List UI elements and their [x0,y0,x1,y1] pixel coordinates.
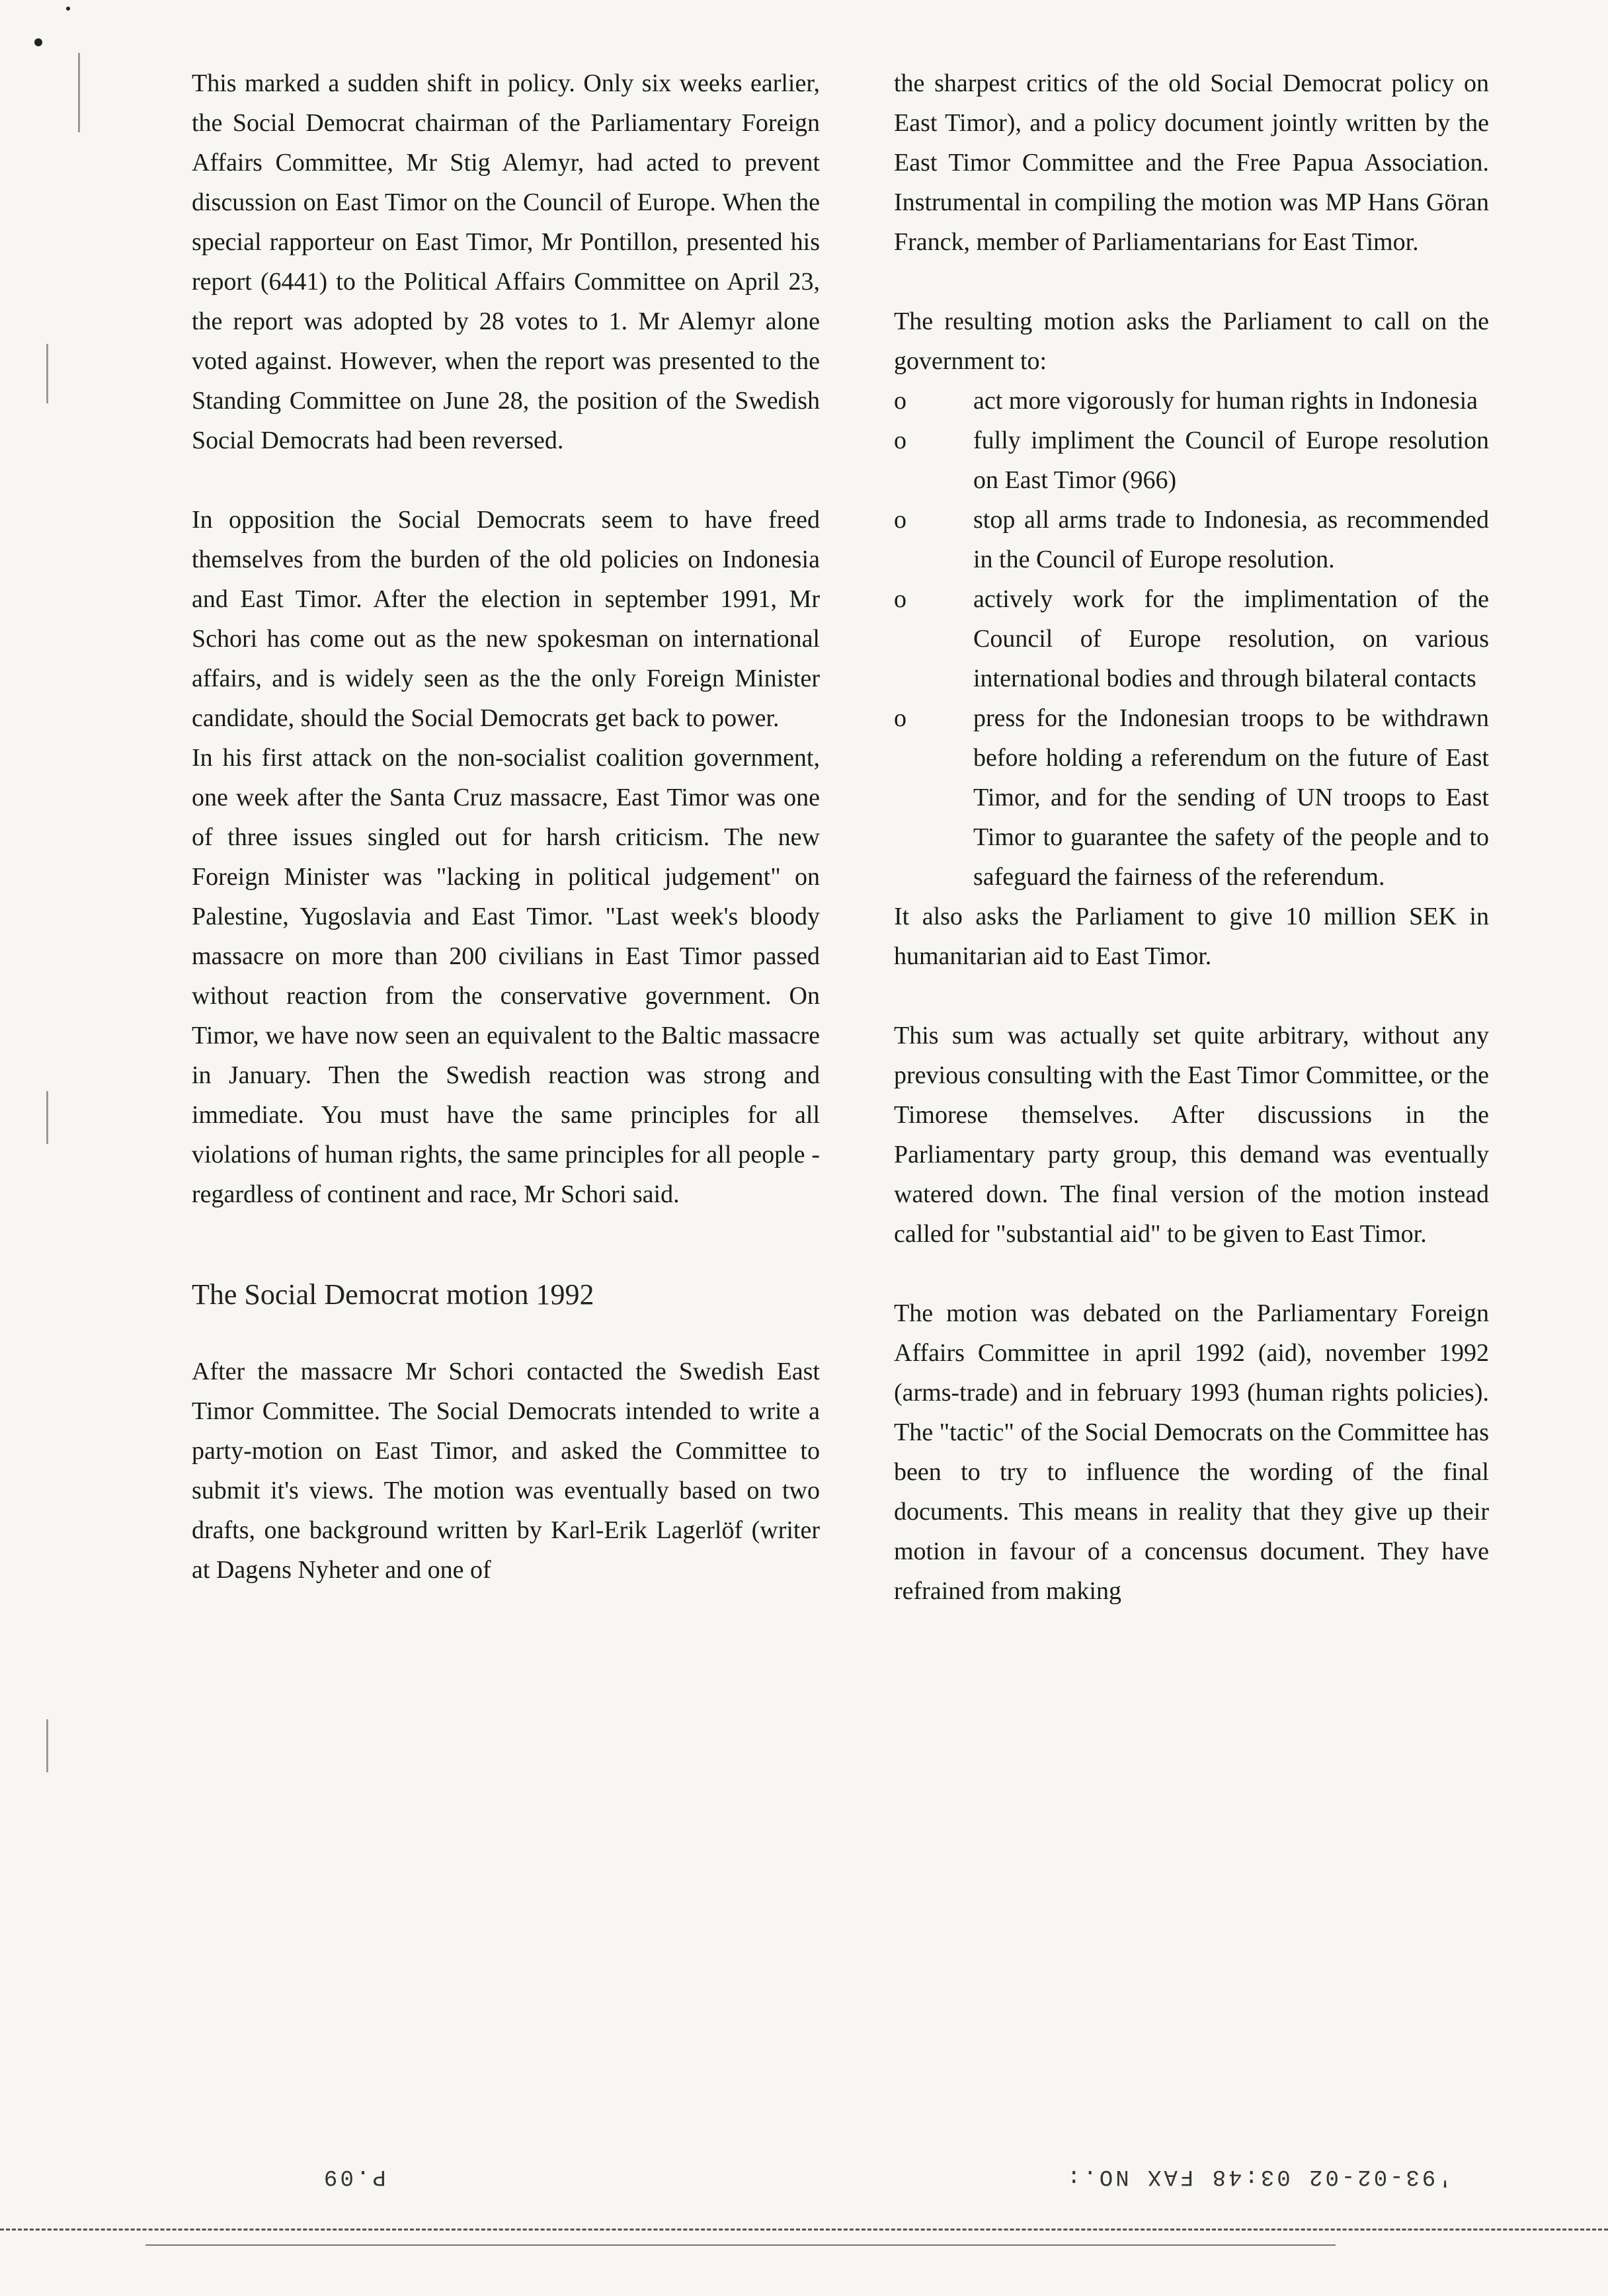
list-item-text: press for the Indonesian troops to be withdrawn before holding a referendum on the future of East Timor, and for the sending of UN troops to East Timor to guarantee the safety of the people and to safeguard the fairness of the referendum. [973,704,1489,891]
scan-margin-mark [46,1719,48,1772]
bullet-mark: o [894,585,906,613]
bullet-mark: o [894,427,906,454]
list-item [894,500,1489,579]
list-item [894,421,1489,500]
scan-speck [66,7,70,11]
fax-header: '93-02-02 03:48 FAX NO.: [1065,2164,1452,2189]
right-paragraph-5: The motion was debated on the Parliamentary Foreign Affairs Committee in april 1992 (aid), november 1992 (arms-trade) and in february 1993 (human rights policies). The "tactic" of the Social Democrats on the Committee has been to try to influence the wording of the final documents. This means in reality that they give up their motion in favour of a concensus document. They have refrained from making [894,1299,1489,1605]
list-item-text: actively work for the implimentation of the Council of Europe resolution, on various international bodies and through bilateral contacts [973,585,1489,692]
list-item [894,579,1489,698]
right-paragraph-4: This sum was actually set quite arbitrary, without any previous consulting with the East Timor Committee, or the Timorese themselves. After discussions in the Parliamentary party group, this demand was eventually watered down. The final version of the motion instead called for "substantial aid" to be given to East Timor. [894,1022,1489,1248]
section-heading: The Social Democrat motion 1992 [192,1278,594,1311]
left-paragraph-3: In his first attack on the non-socialist coalition government, one week after the Santa Cruz massacre, East Timor was one of three issues singled out for harsh criticism. The new Foreign Minister was "lacking in political judgement" on Palestine, Yugoslavia and East Timor. "Last week's bloody massacre on more than 200 civilians in East Timor passed without reaction from the conservative government. On Timor, we have now seen an equivalent to the Baltic massacre in January. Then the Swedish reaction was strong and immediate. You must have the same principles for all violations of human rights, the same principles for all people - regardless of continent and race, Mr Schori said. [192,744,820,1208]
right-column [894,63,1489,1611]
fax-dashed-rule [0,2229,1608,2231]
scan-speck [34,38,42,46]
right-paragraph-3: It also asks the Parliament to give 10 million SEK in humanitarian aid to East Timor. [894,903,1489,970]
left-column [192,63,820,1590]
bullet-mark: o [894,387,906,415]
bullet-mark: o [894,506,906,534]
scan-margin-mark [78,53,80,132]
left-paragraph-2: In opposition the Social Democrats seem to have freed themselves from the burden of the old policies on Indonesia and East Timor. After the election in september 1991, Mr Schori has come out as the new spokesman on international affairs, and is widely seen as the the only Foreign Minister candidate, should the Social Democrats get back to power. [192,506,820,732]
list-item [894,381,1489,421]
page-number: P.09 [321,2164,386,2189]
left-paragraph-1: This marked a sudden shift in policy. Only six weeks earlier, the Social Democrat chairman of the Parliamentary Foreign Affairs Committee, Mr Stig Alemyr, had acted to prevent discussion on East Timor on the Council of Europe. When the special rapporteur on East Timor, Mr Pontillon, presented his report (6441) to the Political Affairs Committee on April 23, the report was adopted by 28 votes to 1. Mr Alemyr alone voted against. However, when the report was presented to the Standing Committee on June 28, the position of the Swedish Social Democrats had been reversed. [192,69,820,454]
scan-margin-mark [46,1091,48,1144]
bullet-mark: o [894,704,906,732]
fax-solid-rule [145,2244,1336,2246]
right-paragraph-1: the sharpest critics of the old Social Democrat policy on East Timor), and a policy document jointly written by the East Timor Committee and the Free Papua Association. Instrumental in compiling the motion was MP Hans Göran Franck, member of Parliamentarians for East Timor. [894,69,1489,256]
scan-margin-mark [46,344,48,403]
list-item [894,698,1489,897]
list-item-text: act more vigorously for human rights in Indonesia [973,387,1478,415]
list-item-text: fully impliment the Council of Europe resolution on East Timor (966) [973,427,1489,494]
right-paragraph-2: The resulting motion asks the Parliament to call on the government to: [894,308,1489,375]
left-paragraph-4: After the massacre Mr Schori contacted the Swedish East Timor Committee. The Social Democrats intended to write a party-motion on East Timor, and asked the Committee to submit it's views. The motion was eventually based on two drafts, one background written by Karl-Erik Lagerlöf (writer at Dagens Nyheter and one of [192,1358,820,1584]
list-item-text: stop all arms trade to Indonesia, as recommended in the Council of Europe resolution. [973,506,1489,573]
